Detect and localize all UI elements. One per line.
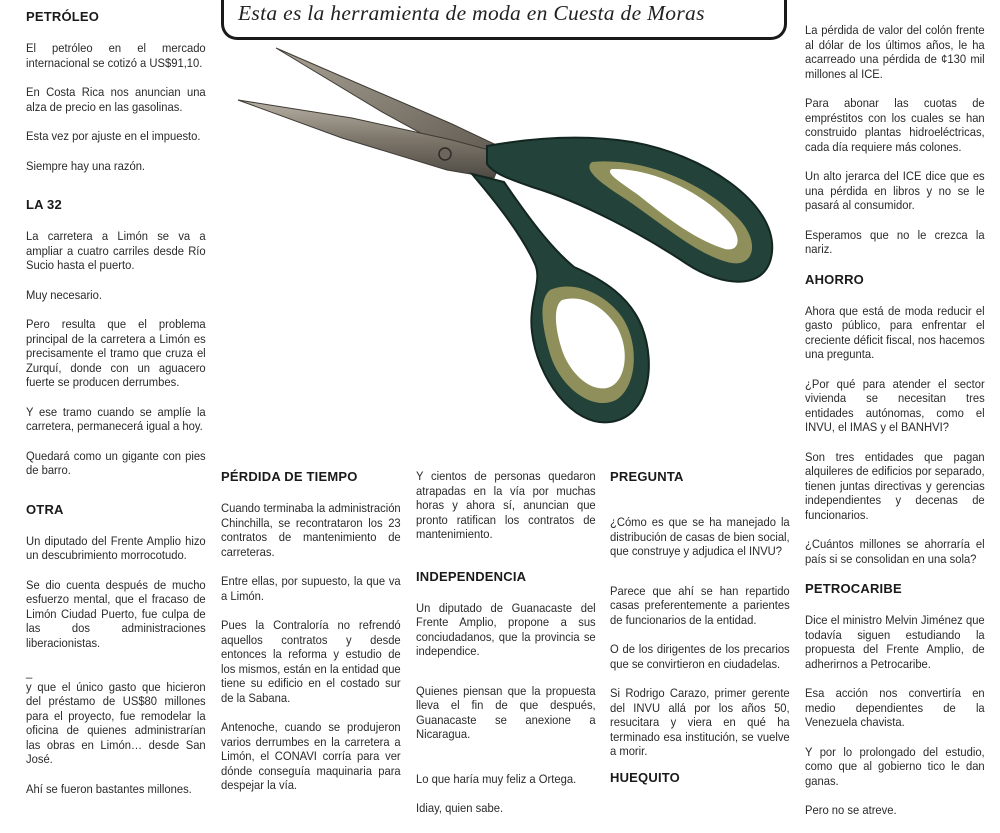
- paragraph: ¿Cómo es que se ha manejado la distribución de casas de bien social, que construye y adjudica el INVU?: [610, 515, 790, 558]
- heading-petrocaribe: PETROCARIBE: [805, 581, 902, 596]
- paragraph: Y ese tramo cuando se amplíe la carretera, permanecerá igual a hoy.: [26, 404, 206, 433]
- heading-otra: OTRA: [26, 501, 64, 517]
- paragraph: Quedará como un gigante con pies de barro.: [26, 448, 206, 477]
- paragraph: _ y que el único gasto que hicieron del préstamo de US$80 millones para el proyecto, fue remodelar la oficina de quienes administrarían las obras en Limón… desde San José.: [26, 665, 206, 766]
- paragraph: La pérdida de valor del colón frente al dólar de los últimos años, le ha acarreado una pérdida de ¢130 mil millones al ICE.: [805, 23, 985, 81]
- paragraph: Para abonar las cuotas de empréstitos con los cuales se han construido plantas hidroeléctricas, cada día requiere más colones.: [805, 96, 985, 154]
- paragraph: Si Rodrigo Carazo, primer gerente del INVU allá por los años 50, resucitara y viera en qué ha terminado esa institución, se vuelve a morir.: [610, 686, 790, 758]
- paragraph: La carretera a Limón se va a ampliar a cuatro carriles desde Río Sucio hasta el puerto.: [26, 229, 206, 272]
- photo-caption: Esta es la herramienta de moda en Cuesta de Moras: [238, 1, 705, 25]
- paragraph: Lo que haría muy feliz a Ortega.: [416, 771, 577, 786]
- paragraph: Un alto jerarca del ICE dice que es una pérdida en libros y no se le pasará al consumidor.: [805, 169, 985, 212]
- paragraph: Y cientos de personas quedaron atrapadas en la vía por muchas horas y ahora sí, anuncian que pronto ratifican los contratos de mantenimiento.: [416, 469, 596, 541]
- paragraph: Un diputado del Frente Amplio hizo un descubrimiento morrocotudo.: [26, 533, 206, 562]
- paragraph: Parece que ahí se han repartido casas preferentemente a parientes de funcionarios de la entidad.: [610, 583, 790, 627]
- paragraph: Idiay, quien sabe.: [416, 801, 504, 815]
- paragraph: Dice el ministro Melvin Jiménez que todavía siguen estudiando la propuesta del Frente Amplio, de adherirnos a Petrocaribe.: [805, 613, 985, 671]
- column-3: [416, 469, 596, 831]
- heading-ahorro: AHORRO: [805, 271, 864, 287]
- heading-pregunta: PREGUNTA: [610, 469, 684, 484]
- paragraph: Son tres entidades que pagan alquileres de edificios por separado, tienen juntas directivas y gerencias independientes y decenas de funcionarios.: [805, 449, 985, 522]
- paragraph: Pero resulta que el problema principal de la carretera a Limón es precisamente el tramo que cruza el Zurquí, donde con un aguacero fuerte se producen derrumbes.: [26, 317, 206, 389]
- paragraph: Y por lo prolongado del estudio, como que al gobierno tico le dan ganas.: [805, 744, 985, 788]
- paragraph: Pero no se atreve.: [805, 803, 897, 817]
- paragraph: Muy necesario.: [26, 287, 103, 302]
- paragraph: Quienes piensan que la propuesta lleva el fin de que después, Guanacaste se anexione a Nicaragua.: [416, 683, 596, 741]
- paragraph: En Costa Rica nos anuncian una alza de precio en las gasolinas.: [26, 85, 206, 114]
- paragraph: Antenoche, cuando se produjeron varios derrumbes en la carretera a Limón, el CONAVI corría para ver dónde conseguía maquinaria para despejar la vía.: [221, 720, 401, 792]
- paragraph: Ahora que está de moda reducir el gasto público, para enfrentar el creciente déficit fiscal, nos hacemos una pregunta.: [805, 303, 985, 361]
- photo-caption-banner: [221, 0, 787, 40]
- column-1: [26, 9, 206, 811]
- paragraph: Pues la Contraloría no refrendó aquellos contratos y desde entonces la reforma y estudio de los mismos, están en la entidad que tiene su edificio en el costado sur de la Sabana.: [221, 618, 401, 705]
- heading-petroleo: PETRÓLEO: [26, 9, 100, 24]
- paragraph: O de los dirigentes de los precarios que se convirtieron en ciudadelas.: [610, 642, 790, 671]
- paragraph: Siempre hay una razón.: [26, 158, 146, 173]
- paragraph: Cuando terminaba la administración Chinchilla, se recontrataron los 23 contratos de mantenimiento de carreteras.: [221, 501, 401, 559]
- paragraph: Esa acción nos convertiría en medio dependientes de la Venezuela chavista.: [805, 686, 985, 729]
- paragraph: ¿Cuántos millones se ahorraría el país si se consolidan en una sola?: [805, 537, 985, 566]
- column-5: [805, 23, 985, 833]
- heading-independencia: INDEPENDENCIA: [416, 568, 527, 584]
- column-2: [221, 469, 401, 808]
- paragraph: El petróleo en el mercado internacional se cotizó a US$91,10.: [26, 41, 206, 70]
- heading-huequito: HUEQUITO: [610, 769, 680, 785]
- pivot-screw: [439, 148, 451, 160]
- heading-perdida-de-tiempo: PÉRDIDA DE TIEMPO: [221, 469, 358, 484]
- paragraph: Entre ellas, por supuesto, la que va a Limón.: [221, 574, 401, 603]
- scissors-illustration: [232, 42, 792, 442]
- paragraph: Un diputado de Guanacaste del Frente Amplio, propone a sus conciudadanos, que la provincia se independice.: [416, 600, 596, 658]
- paragraph: ¿Por qué para atender el sector vivienda se necesitan tres entidades autónomas, como el INVU, el IMAS y el BANHVI?: [805, 376, 985, 434]
- heading-la-32: LA 32: [26, 197, 62, 212]
- paragraph: Se dio cuenta después de mucho esfuerzo mental, que el fracaso de Limón Ciudad Puerto, fue culpa de las dos administraciones liberacionistas.: [26, 577, 206, 650]
- paragraph: Esta vez por ajuste en el impuesto.: [26, 129, 201, 143]
- column-4: [610, 469, 790, 802]
- paragraph: Esperamos que no le crezca la nariz.: [805, 227, 985, 256]
- paragraph: Ahí se fueron bastantes millones.: [26, 781, 192, 796]
